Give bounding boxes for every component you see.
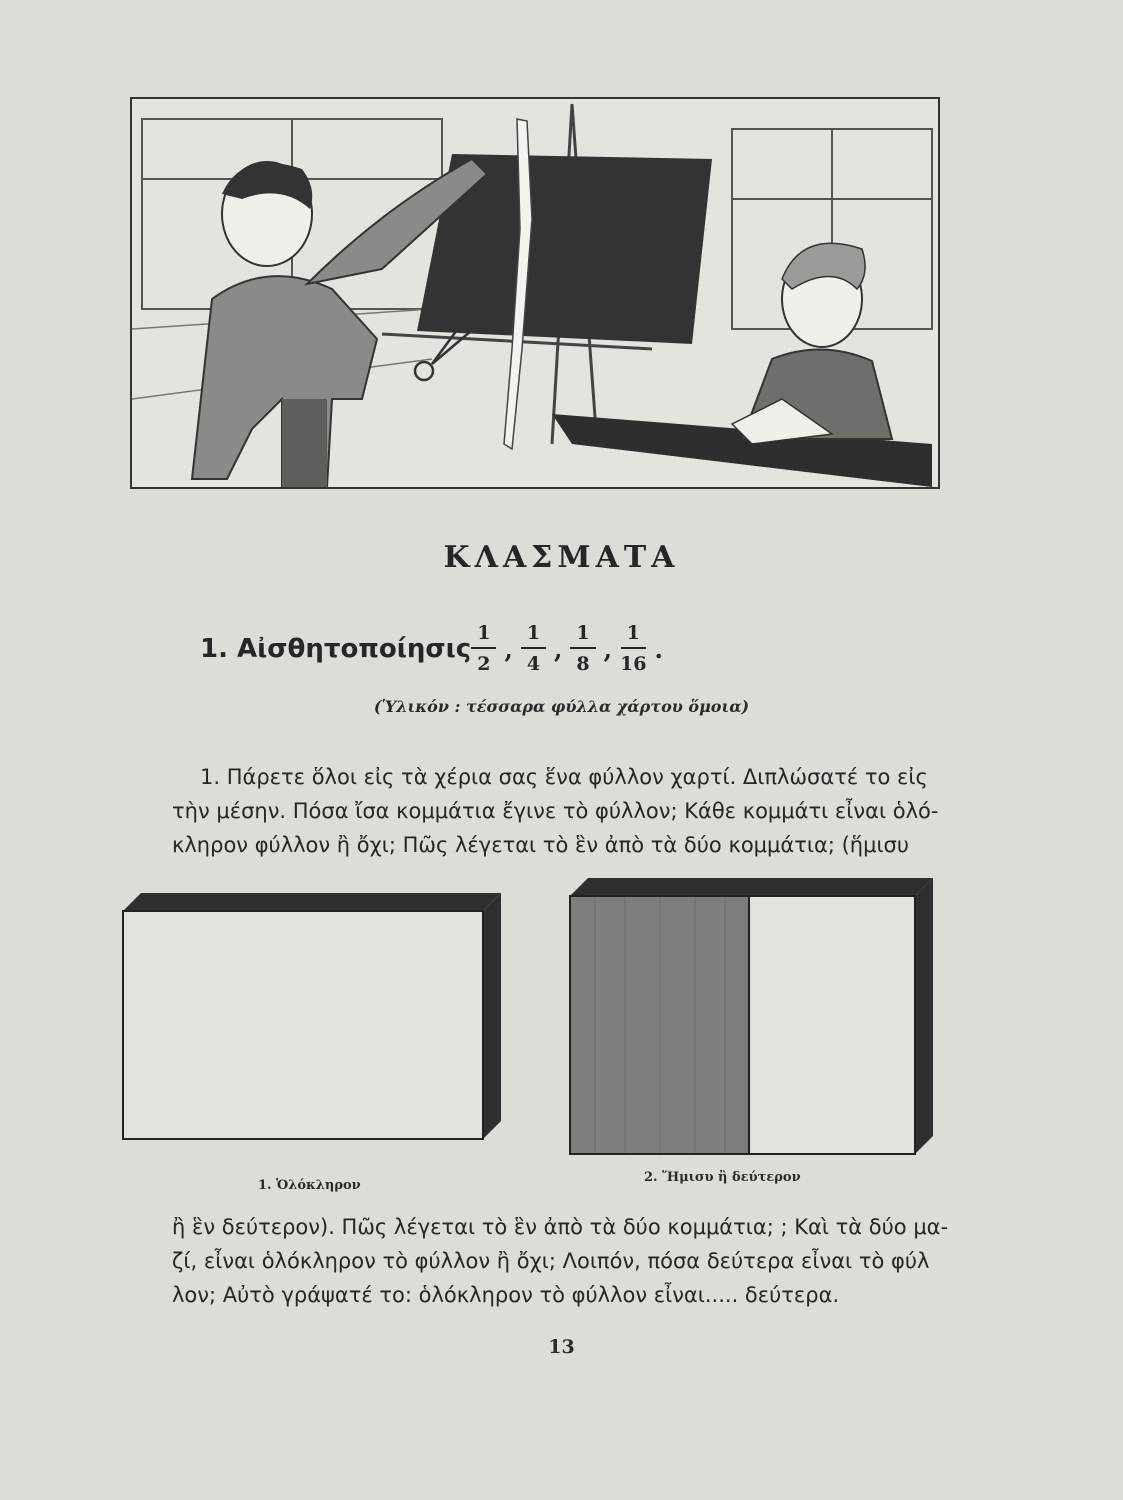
material-note: (Ὑλικόν : τέσσαρα φύλλα χάρτου ὅμοια) [373,697,750,716]
paragraph-line: κληρον φύλλον ἢ ὄχι; Πῶς λέγεται τὸ ἓν ἀπὸ τὰ δύο κομμάτια; (ἥμισυ [172,833,910,857]
sheet-face [123,911,483,1139]
fraction-one-half [471,624,496,674]
fraction-separator: , [603,634,612,664]
paragraph-line: ἢ ἓν δεύτερον). Πῶς λέγεται τὸ ἓν ἀπὸ τὰ δύο κομμάτια; ; Καὶ τὰ δύο μα- [172,1215,949,1239]
paragraph-2 [172,1210,952,1312]
fraction-one-eighth [570,624,595,674]
sheet-top-edge [570,878,933,896]
fraction-one-quarter [521,624,546,674]
fraction-denominator: 4 [526,653,541,675]
sheet-top-edge [123,893,501,911]
heading-period: . [654,634,663,664]
paragraph-1 [172,760,952,862]
whole-sheet-figure [118,893,508,1153]
paragraph-line: τὴν μέσην. Πόσα ἴσα κομμάτια ἔγινε τὸ φύλλον; Κάθε κομμάτι εἶναι ὁλό- [172,799,939,823]
fraction-denominator: 2 [477,653,491,675]
paragraph-line: λον; Αὐτὸ γράψατέ το: ὁλόκληρον τὸ φύλλον εἶναι..... δεύτερα. [172,1283,840,1307]
paragraph-line: ζί, εἶναι ὁλόκληρον τὸ φύλλον ἢ ὄχι; Λοιπόν, πόσα δεύτερα εἶναι τὸ φύλ [172,1249,930,1273]
paragraph-line: 1. Πάρετε ὅλοι εἰς τὰ χέρια σας ἕνα φύλλον χαρτί. Διπλώσατέ το εἰς [200,765,928,789]
fraction-numerator: 1 [471,624,496,649]
section-heading-label: 1. Αἰσθητοποίησις [200,634,472,664]
section-heading [200,614,671,684]
fraction-denominator: 16 [620,653,647,675]
fraction-separator: , [504,634,513,664]
half-sheet-figure [565,878,940,1158]
fraction-numerator: 1 [570,624,595,649]
page-number: 13 [548,1336,575,1358]
figure-2-caption: 2. Ἥμισυ ἢ δεύτερον [644,1170,801,1185]
figure-1-caption: 1. Ὁλόκληρον [258,1178,361,1193]
fraction-numerator: 1 [521,624,546,649]
fraction-one-sixteenth [620,624,646,674]
fraction-denominator: 8 [576,653,590,675]
illustration-drawing [132,99,938,487]
fraction-separator: , [554,634,563,664]
sheet-side-edge [483,893,501,1139]
page-title: ΚΛΑΣΜΑΤΑ [443,540,680,575]
classroom-illustration [130,97,940,489]
fraction-numerator: 1 [621,624,646,649]
student-seated-icon [732,243,892,444]
sheet-side-edge [915,878,933,1154]
